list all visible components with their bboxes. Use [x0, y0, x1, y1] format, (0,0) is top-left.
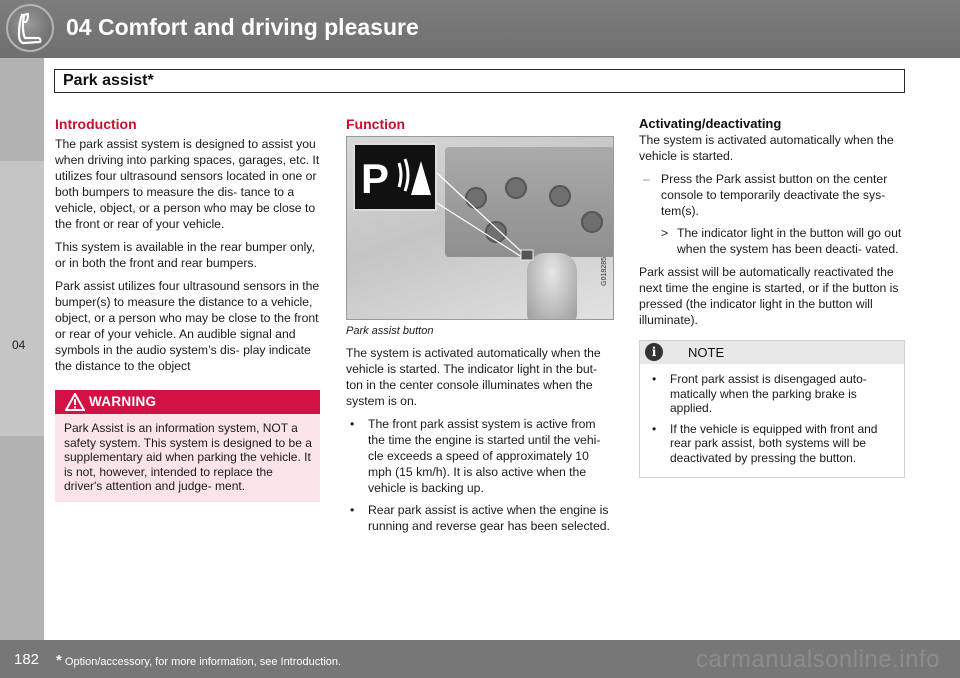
park-assist-symbol-icon [355, 145, 435, 209]
chapter-title: 04 Comfort and driving pleasure [66, 14, 419, 40]
warning-header [55, 390, 320, 414]
park-assist-button-closeup [353, 143, 437, 211]
warning-text: Park Assist is an information system, NOT a safety system. This system is designed to be a supplementary aid when parking the vehicle. It is not, however, intended to replace the driver's attention and judge- ment. [64, 421, 312, 493]
activating-paragraph-2: Park assist will be automatically reactivated the next time the engine is started, or if the button is pressed (the indicator light in the button will illuminate). [639, 265, 899, 327]
list-item [648, 422, 896, 466]
info-icon: i [645, 343, 663, 361]
column-activating [639, 116, 905, 478]
figure-caption: Park assist button [346, 325, 434, 337]
chapter-number: 04 [12, 338, 26, 352]
list-item [639, 171, 905, 219]
list-item [648, 372, 896, 416]
svg-text:P: P [361, 155, 390, 202]
footnote-asterisk: * [56, 652, 62, 669]
page-footer [0, 640, 960, 678]
warning-box [55, 390, 320, 502]
activating-heading: Activating/deactivating [639, 116, 782, 131]
result-mark: > [661, 226, 669, 240]
column-introduction [55, 116, 320, 502]
bullet-mark: • [652, 372, 657, 386]
intro-paragraph-3: Park assist utilizes four ultrasound sensors in the bumper(s) to measure the distance to a vehicle, object, or a person who may be close to the front or rear of your vehicle. An audible signal and symbols in the audio system’s dis- play indicate the distance to the object [55, 279, 320, 373]
intro-paragraph-1: The park assist system is designed to assist you when driving into parking spaces, garages, etc. It utilizes four ultrasound sensors located in one or both bumpers to measure the dis- tance to a vehicle, object, or a person who may be close to the front or rear of your vehicle. [55, 137, 320, 231]
park-assist-button-illustration [346, 136, 614, 320]
figure-code: G018285 [601, 257, 608, 286]
bullet-text: The front park assist system is active from the time the engine is started until the vehi- cle exceeds a speed of approximately 10 mph (15 km/h). It is also active when the vehicle is backing up. [368, 417, 601, 495]
result-text: The indicator light in the button will go out when the system has been deacti- vated. [677, 226, 902, 256]
section-title-bar [54, 69, 905, 93]
note-bullet-list [640, 364, 904, 477]
note-bullet-text: Front park assist is disengaged auto- matically when the parking brake is applied. [670, 372, 867, 415]
bullet-mark: • [350, 417, 355, 431]
note-box [639, 340, 905, 478]
watermark: carmanualsonline.info [696, 646, 940, 673]
function-bullet-list [346, 416, 614, 534]
bullet-text: Rear park assist is active when the engine is running and reverse gear has been selected. [368, 503, 610, 533]
footnote-text: Option/accessory, for more information, see Introduction. [64, 656, 342, 668]
chapter-side-tab [0, 58, 44, 644]
activating-paragraph-1: The system is activated automatically when the vehicle is started. [639, 133, 894, 163]
note-bullet-text: If the vehicle is equipped with front and rear park assist, both systems will be deactivated by pressing the button. [670, 421, 878, 465]
step-text: Press the Park assist button on the center console to temporarily deactivate the sys- tem(s). [661, 172, 888, 218]
note-header [640, 341, 904, 364]
function-paragraph: The system is activated automatically when the vehicle is started. The indicator light in the but- ton in the center console illuminates when the system is on. [346, 346, 601, 408]
warning-label: WARNING [89, 394, 157, 409]
step-result [639, 225, 905, 257]
activating-step-list [639, 171, 905, 219]
list-item [346, 502, 614, 534]
column-function [346, 116, 614, 540]
warning-triangle-icon [65, 393, 85, 411]
page-number: 182 [14, 651, 40, 668]
function-heading: Function [346, 116, 406, 132]
introduction-heading: Introduction [55, 116, 137, 132]
chapter-side-tab-highlight [0, 161, 44, 436]
note-label: NOTE [688, 345, 725, 360]
intro-paragraph-2: This system is available in the rear bumper only, or in both the front and rear bumpers. [55, 240, 315, 270]
chapter-header [0, 0, 960, 58]
step-mark: – [643, 172, 650, 186]
section-title: Park assist* [63, 72, 154, 89]
seat-icon [6, 4, 54, 52]
bullet-mark: • [652, 421, 657, 436]
footnote [56, 652, 341, 669]
bullet-mark: • [350, 503, 355, 517]
list-item [346, 416, 614, 496]
